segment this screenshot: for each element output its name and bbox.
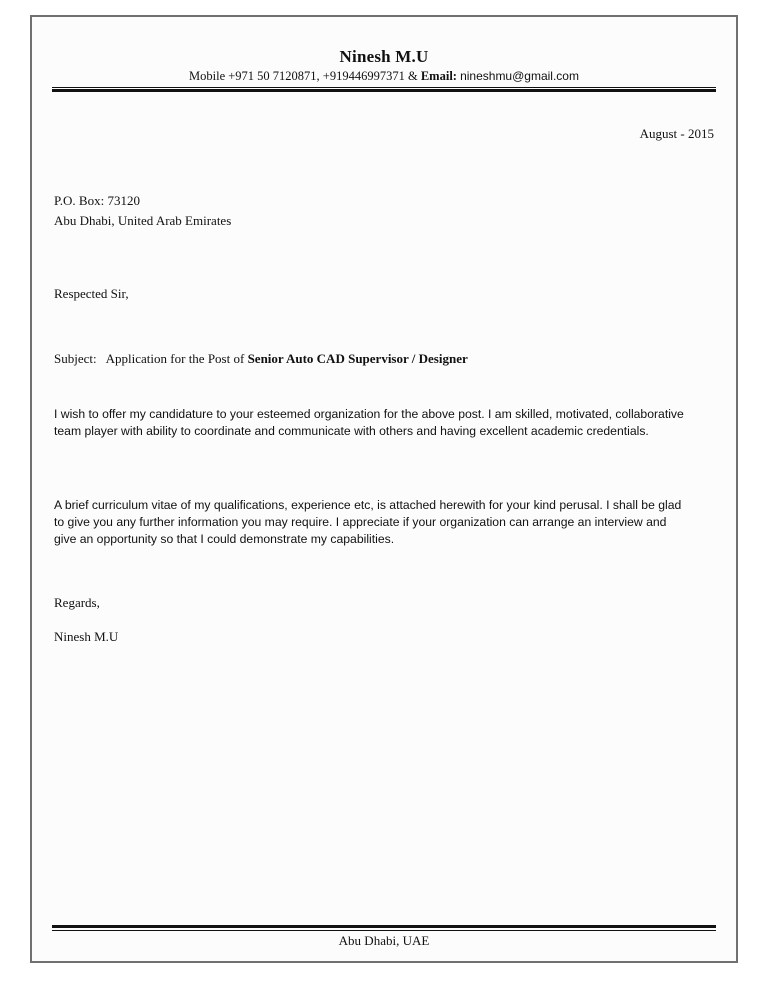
mobile-numbers: +971 50 7120871, +919446997371 [228,69,405,83]
email-label: Email: [420,69,457,83]
salutation: Respected Sir, [54,286,129,301]
page-frame [30,15,738,963]
address-line-1: P.O. Box: 73120 [54,193,140,208]
footer-rule-thick [52,925,716,928]
mobile-label: Mobile [189,69,226,83]
contact-line [0,69,768,84]
subject-position: Senior Auto CAD Supervisor / Designer [247,351,468,366]
subject-line [54,351,468,367]
signature: Ninesh M.U [54,629,119,644]
closing: Regards, [54,595,100,610]
paragraph-2-line-2: to give you any further information you may require. I appreciate if your organization can arrange an interview and [54,515,667,529]
header-rule-thin [52,87,716,88]
letter-date: August - 2015 [639,126,714,141]
subject-text: Application for the Post of [105,351,245,366]
footer-location: Abu Dhabi, UAE [338,933,430,948]
paragraph-1-line-1: I wish to offer my candidature to your esteemed organization for the above post. I am skilled, motivated, collaborative [54,407,684,421]
applicant-name: Ninesh M.U [339,47,429,66]
address-line-2: Abu Dhabi, United Arab Emirates [54,213,232,228]
subject-label: Subject: [54,351,97,366]
header-rule-thick [52,89,716,92]
paragraph-2-line-3: give an opportunity so that I could demonstrate my capabilities. [54,532,395,546]
email-address: nineshmu@gmail.com [460,69,579,83]
ampersand: & [407,69,418,83]
paragraph-1-line-2: team player with ability to coordinate and communicate with others and having excellent academic credentials. [54,424,649,438]
footer-rule-thin [52,930,716,931]
paragraph-2-line-1: A brief curriculum vitae of my qualifications, experience etc, is attached herewith for your kind perusal. I shall be glad [54,498,682,512]
